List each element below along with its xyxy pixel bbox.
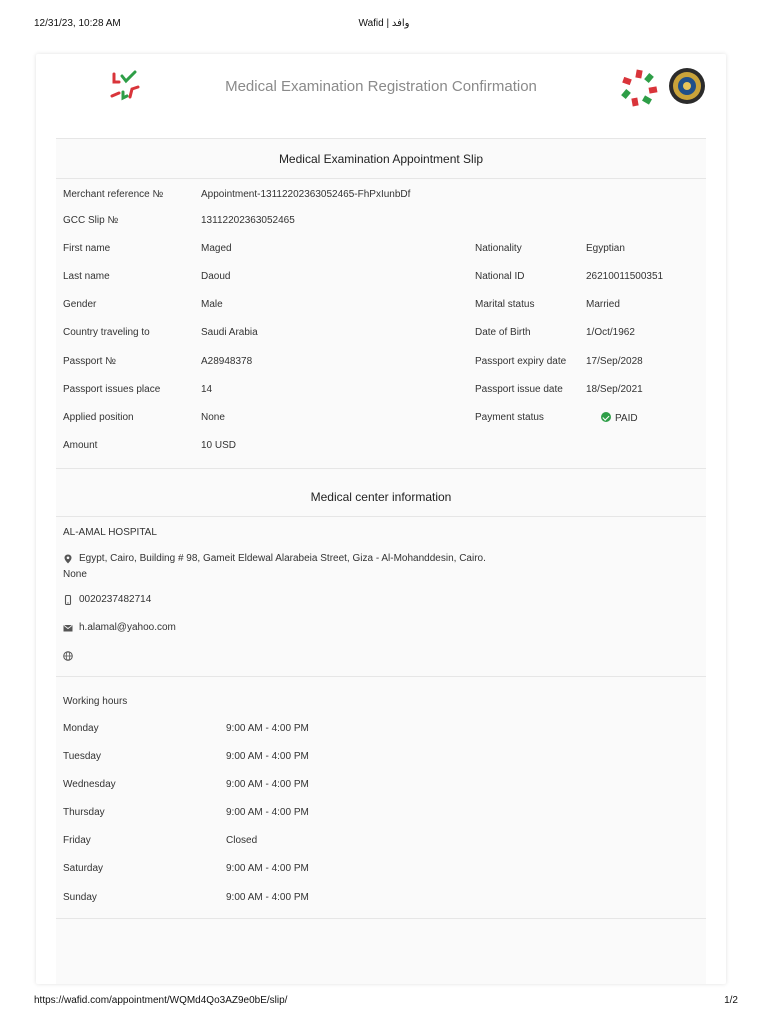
medical-center-email[interactable]: h.alamal@yahoo.com [79,622,176,633]
day-monday: Monday [63,723,99,734]
nationality-value: Egyptian [586,243,625,254]
passport-issue-date-value: 18/Sep/2021 [586,384,643,395]
passport-number-label: Passport № [63,356,116,367]
applied-position-label: Applied position [63,412,134,423]
phone-icon [63,595,73,605]
hours-sunday: 9:00 AM - 4:00 PM [226,892,309,903]
location-icon [63,554,73,564]
gender-label: Gender [63,299,97,310]
passport-issue-place-value: 14 [201,384,213,395]
hours-wednesday: 9:00 AM - 4:00 PM [226,779,309,790]
hours-saturday: 9:00 AM - 4:00 PM [226,863,309,874]
payment-status-value [601,412,638,424]
medical-center-name: AL-AMAL HOSPITAL [63,527,157,538]
hours-tuesday: 9:00 AM - 4:00 PM [226,751,309,762]
working-hours-title: Working hours [63,696,128,707]
passport-expiry-value: 17/Sep/2028 [586,356,643,367]
gcc-seal-logo [668,67,706,105]
medical-center-address-line2: None [63,569,87,580]
email-icon [63,623,73,633]
marital-status-label: Marital status [475,299,535,310]
print-url: https://wafid.com/appointment/WQMd4Qo3AZ9e0bE/slip/ [34,995,288,1006]
day-tuesday: Tuesday [63,751,101,762]
applied-position-value: None [201,412,225,423]
globe-icon [63,651,73,661]
day-sunday: Sunday [63,892,97,903]
last-name-label: Last name [63,271,110,282]
gcc-slip-value: 13112202363052465 [201,215,295,226]
passport-issue-date-label: Passport issue date [475,384,563,395]
amount-label: Amount [63,440,98,451]
slip-title: Medical Examination Appointment Slip [278,152,484,166]
merchant-reference-label: Merchant reference № [63,189,164,200]
medical-center-phone: 0020237482714 [79,594,152,605]
medical-center-address: Egypt, Cairo, Building # 98, Gameit Eldewal Alarabeia Street, Giza - Al-Mohanddesin, Cairo. [79,553,486,564]
page-title: Medical Examination Registration Confirmation [225,78,537,95]
day-friday: Friday [63,835,91,846]
date-of-birth-label: Date of Birth [475,327,531,338]
check-circle-icon [601,412,611,422]
print-footer [34,995,738,1009]
medical-center-title: Medical center information [310,490,452,504]
first-name-value: Maged [201,243,232,254]
gcc-slip-label: GCC Slip № [63,215,119,226]
passport-expiry-label: Passport expiry date [475,356,567,367]
slip-card [36,54,726,984]
hours-friday: Closed [226,835,258,846]
country-label: Country traveling to [63,327,150,338]
payment-status-text: PAID [615,413,638,424]
merchant-reference-value: Appointment-13112202363052465-FhPxIunbDf [201,189,411,200]
date-of-birth-value: 1/Oct/1962 [586,327,635,338]
print-page-title: Wafid | وافد [358,18,410,29]
wafid-logo [108,66,144,106]
last-name-value: Daoud [201,271,231,282]
print-datetime: 12/31/23, 10:28 AM [34,18,121,29]
hours-monday: 9:00 AM - 4:00 PM [226,723,309,734]
marital-status-value: Married [586,299,620,310]
hours-thursday: 9:00 AM - 4:00 PM [226,807,309,818]
country-value: Saudi Arabia [201,327,258,338]
page-header [36,54,726,120]
slip-body [56,138,706,984]
day-thursday: Thursday [63,807,105,818]
payment-status-label: Payment status [475,412,544,423]
passport-issue-place-label: Passport issues place [63,384,161,395]
print-header [34,18,734,32]
passport-number-value: A28948378 [201,356,253,367]
amount-value: 10 USD [201,440,237,451]
print-page-number: 1/2 [724,995,738,1006]
nationality-label: Nationality [475,243,522,254]
national-id-label: National ID [475,271,525,282]
gender-value: Male [201,299,223,310]
day-wednesday: Wednesday [63,779,116,790]
day-saturday: Saturday [63,863,104,874]
national-id-value: 26210011500351 [586,271,664,282]
gcc-flags-logo [618,68,660,108]
first-name-label: First name [63,243,111,254]
